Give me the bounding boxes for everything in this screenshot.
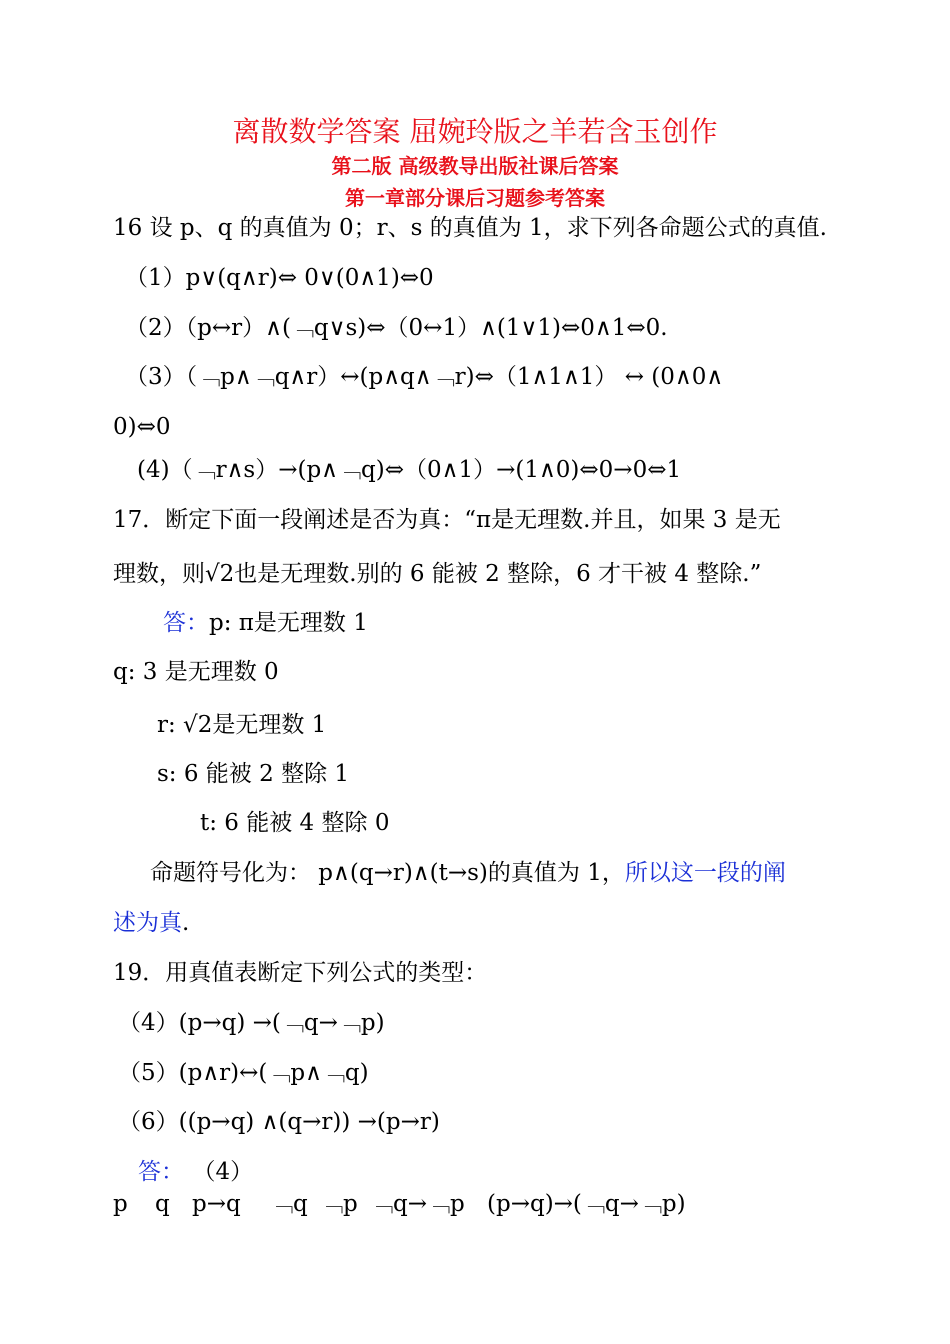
- q17-prop-s: s: 6 能被 2 整除 1: [157, 761, 350, 787]
- document-title: 离散数学答案 屈婉玲版之羊若含玉创作: [232, 115, 718, 148]
- q16-item-3: （3）（﹁p∧﹁q∧r）↔(p∧q∧﹁r)⇔（1∧1∧1） ↔ (0∧0∧: [125, 364, 724, 390]
- q17-prop-t: t: 6 能被 4 整除 0: [200, 810, 390, 836]
- q17-line-1: 17．断定下面一段阐述是否为真：“π是无理数.并且，如果 3 是无: [113, 507, 781, 533]
- q16-item-2: （2）（p↔r）∧(﹁q∨s)⇔（0↔1）∧(1∨1)⇔0∧1⇔0.: [125, 315, 668, 341]
- q17-answer-p: [163, 608, 368, 638]
- q17-conclusion-highlight-cont: 述为真: [113, 910, 182, 936]
- truth-table-header: p→q: [192, 1191, 241, 1217]
- q16-item-1: （1）p∨(q∧r)⇔ 0∨(0∧1)⇔0: [125, 265, 434, 291]
- truth-table-header: ﹁p: [320, 1191, 358, 1217]
- q17-conclusion-main: 命题符号化为： p∧(q→r)∧(t→s)的真值为 1，: [150, 860, 625, 886]
- q17-conclusion: [150, 858, 786, 888]
- document-subtitle-edition: 第二版 高级教导出版社课后答案: [331, 154, 619, 178]
- document-subtitle-chapter: 第一章部分课后习题参考答案: [345, 186, 605, 210]
- q17-prop-p: p: π是无理数 1: [209, 610, 368, 636]
- truth-table-header: p: [113, 1191, 128, 1217]
- q19-item-6: （6）((p→q) ∧(q→r)) →(p→r): [118, 1109, 440, 1135]
- q17-answer-label: 答：: [163, 610, 209, 636]
- truth-table-header: ﹁q: [270, 1191, 308, 1217]
- q19-intro: 19．用真值表断定下列公式的类型：: [113, 960, 488, 986]
- q17-conclusion-highlight: 所以这一段的阐: [624, 860, 786, 886]
- q17-prop-q: q: 3 是无理数 0: [113, 659, 279, 685]
- q16-item-3-cont: 0)⇔0: [113, 414, 171, 440]
- truth-table-header: q: [155, 1191, 170, 1217]
- q19-answer-item: （4）: [204, 1159, 254, 1185]
- q17-prop-r: r: √2是无理数 1: [157, 712, 327, 738]
- q17-conclusion-period: .: [182, 910, 190, 936]
- q16-intro: 16 设 p、q 的真值为 0；r、s 的真值为 1，求下列各命题公式的真值.: [113, 215, 827, 241]
- truth-table-header: (p→q)→(﹁q→﹁p): [487, 1191, 686, 1217]
- q19-item-5: （5）(p∧r)↔(﹁p∧﹁q): [118, 1060, 369, 1086]
- q19-item-4: （4）(p→q) →(﹁q→﹁p): [118, 1010, 385, 1036]
- q19-answer: [138, 1157, 253, 1187]
- q19-answer-label: 答：: [138, 1159, 184, 1185]
- q16-item-4: (4)（﹁r∧s）→(p∧﹁q)⇔（0∧1）→(1∧0)⇔0→0⇔1: [137, 457, 682, 483]
- truth-table-header: ﹁q→﹁p: [370, 1191, 465, 1217]
- q17-line-2: 理数，则√2也是无理数.别的 6 能被 2 整除，6 才干被 4 整除.”: [113, 561, 762, 587]
- q17-conclusion-cont: [113, 908, 189, 938]
